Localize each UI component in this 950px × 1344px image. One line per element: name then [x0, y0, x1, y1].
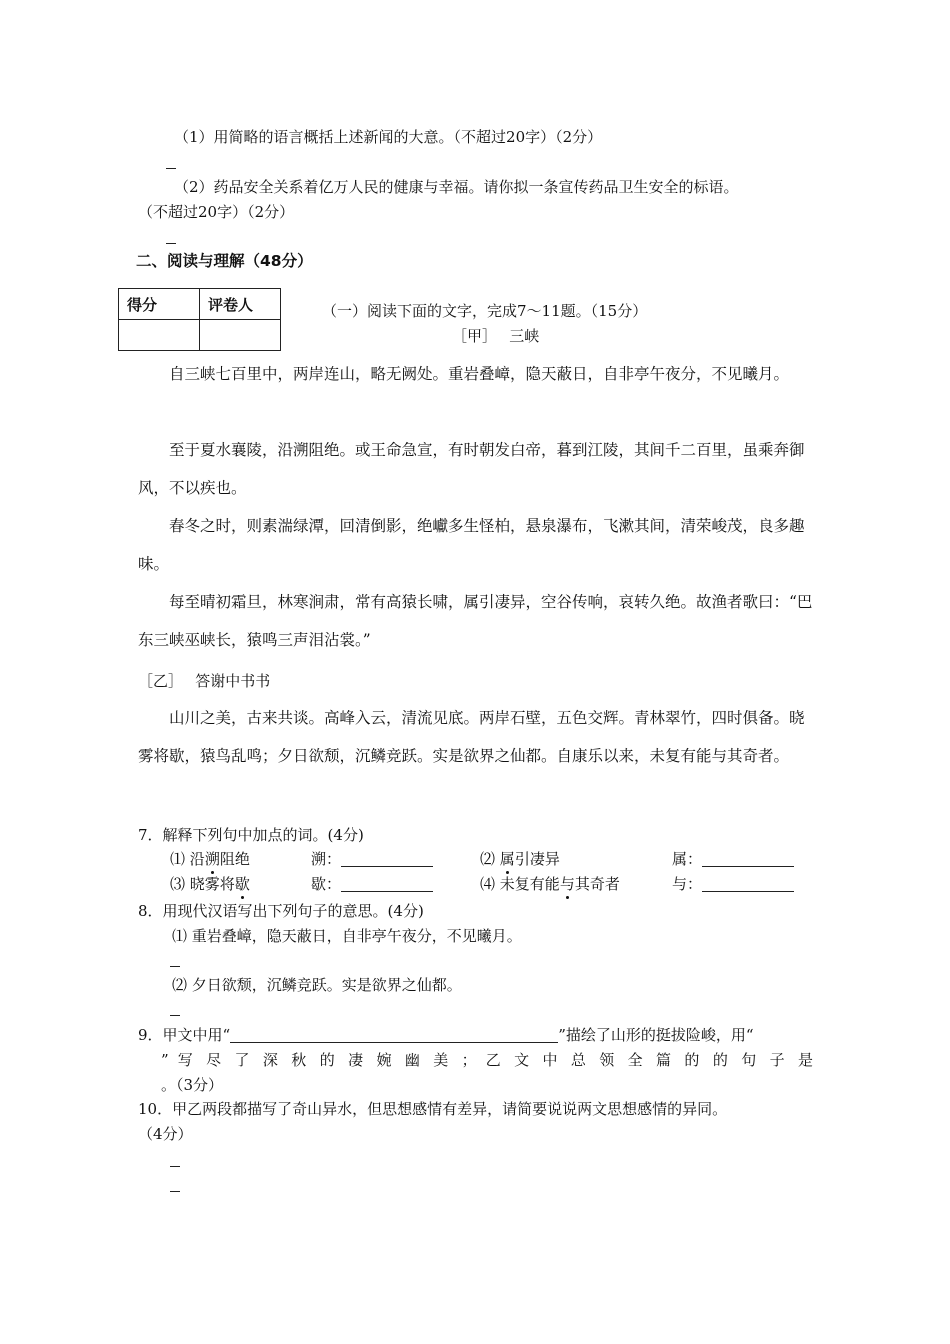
- q7-item-4: [480, 873, 620, 895]
- q8-sentence-2: ⑵ 夕日欲颓，沉鳞竞跃。实是欲界之仙都。: [172, 976, 462, 994]
- section-heading: 二、阅读与理解（48分）: [136, 252, 313, 270]
- q7-item-text-post: 其奇者: [574, 875, 620, 893]
- question-9-line-2: ” 写 尽 了 深 秋 的 凄 婉 幽 美 ； 乙 文 中 总 领 全 篇 的 的 句 子 是: [161, 1051, 813, 1069]
- question-8-stem: 8．用现代汉语写出下列句子的意思。(4分): [138, 902, 424, 920]
- answer-line: [170, 1166, 180, 1167]
- question-10-line-1: 10．甲乙两段都描写了奇山异水，但思想感情有差异，请简要说说两文思想感情的异同。: [138, 1100, 728, 1118]
- q7-item-number: ⑴: [170, 850, 186, 868]
- q7-item-text-post: 阻绝: [219, 850, 250, 868]
- q7-answer-label: 属：: [672, 850, 703, 868]
- reading-intro: （一）阅读下面的文字，完成7～11题。（15分）: [322, 302, 648, 320]
- question-7-stem: 7．解释下列句中加点的词。(4分): [138, 826, 364, 844]
- answer-line: [166, 243, 176, 244]
- answer-blank[interactable]: [341, 851, 433, 867]
- dotted-character: 歇: [234, 875, 250, 893]
- question-2-text: （2）药品安全关系着亿万人民的健康与幸福。请你拟一条宣传药品卫生安全的标语。: [174, 178, 739, 196]
- q7-item-text-pre: 未复有能: [499, 875, 560, 893]
- q9-text-b: ”描绘了山形的挺拔险峻，用“: [558, 1026, 754, 1044]
- answer-blank[interactable]: [702, 851, 794, 867]
- answer-line: [170, 1015, 180, 1016]
- q9-text-a: 9．甲文中用“: [138, 1026, 231, 1044]
- passage-jia-paragraph: 自三峡七百里中，两岸连山，略无阙处。重岩叠嶂，隐天蔽日，自非亭午夜分，不见曦月。: [169, 365, 790, 383]
- q7-answer-label: 溯：: [311, 850, 342, 868]
- dotted-character: 属: [499, 850, 515, 868]
- q7-answer-2: [672, 848, 794, 870]
- score-cell: [119, 320, 200, 351]
- q7-item-3: [170, 873, 250, 895]
- answer-line: [170, 966, 180, 967]
- passage-jia-paragraph: 至于夏水襄陵，沿溯阻绝。或王命急宣，有时朝发白帝，暮到江陵，其间千二百里，虽乘奔御风，不以疾也。: [138, 441, 805, 497]
- grader-header: 评卷人: [200, 289, 281, 320]
- question-9-line-3: 。（3分）: [161, 1076, 224, 1094]
- answer-blank[interactable]: [230, 1027, 558, 1043]
- q7-item-number: ⑷: [480, 875, 496, 893]
- q7-item-1: [170, 848, 250, 870]
- question-2-text-cont: （不超过20字）（2分）: [138, 203, 295, 221]
- score-table: [118, 288, 281, 351]
- q7-item-text-pre: 晓雾将: [189, 875, 235, 893]
- passage-jia-paragraph: 春冬之时，则素湍绿潭，回清倒影，绝巘多生怪柏，悬泉瀑布，飞漱其间，清荣峻茂，良多趣味。: [138, 517, 805, 573]
- q7-item-text-post: 引凄异: [514, 850, 560, 868]
- answer-blank[interactable]: [702, 876, 794, 892]
- q7-item-2: [480, 848, 560, 870]
- answer-line: [170, 1191, 180, 1192]
- question-1-text: （1）用简略的语言概括上述新闻的大意。（不超过20字）（2分）: [174, 128, 603, 146]
- q7-answer-1: [311, 848, 433, 870]
- q8-sentence-1: ⑴ 重岩叠嶂，隐天蔽日，自非亭午夜分，不见曦月。: [172, 927, 522, 945]
- q7-item-text-pre: 沿: [189, 850, 205, 868]
- question-10-line-2: （4分）: [138, 1125, 193, 1143]
- q7-answer-3: [311, 873, 433, 895]
- score-header: 得分: [119, 289, 200, 320]
- question-9-line-1: [138, 1024, 754, 1046]
- passage-jia-title: ［甲］ 三峡: [452, 327, 540, 345]
- dotted-character: 溯: [204, 850, 220, 868]
- q7-answer-label: 与：: [672, 875, 703, 893]
- passage-jia-paragraph: 每至晴初霜旦，林寒涧肃，常有高猿长啸，属引凄异，空谷传响，哀转久绝。故渔者歌曰：“巴东三峡巫峡长，猿鸣三声泪沾裳。”: [138, 593, 813, 649]
- grader-cell: [200, 320, 281, 351]
- dotted-character: 与: [559, 875, 575, 893]
- q7-item-number: ⑵: [480, 850, 496, 868]
- passage-yi-title: ［乙］ 答谢中书书: [138, 672, 271, 690]
- answer-blank[interactable]: [341, 876, 433, 892]
- q7-answer-label: 歇：: [311, 875, 342, 893]
- q7-answer-4: [672, 873, 794, 895]
- q7-item-number: ⑶: [170, 875, 186, 893]
- passage-yi-paragraph: 山川之美，古来共谈。高峰入云，清流见底。两岸石壁，五色交辉。青林翠竹，四时俱备。晓雾将歇，猿鸟乱鸣；夕日欲颓，沉鳞竞跃。实是欲界之仙都。自康乐以来，未复有能与其奇者。: [138, 709, 805, 765]
- answer-line: [166, 168, 176, 169]
